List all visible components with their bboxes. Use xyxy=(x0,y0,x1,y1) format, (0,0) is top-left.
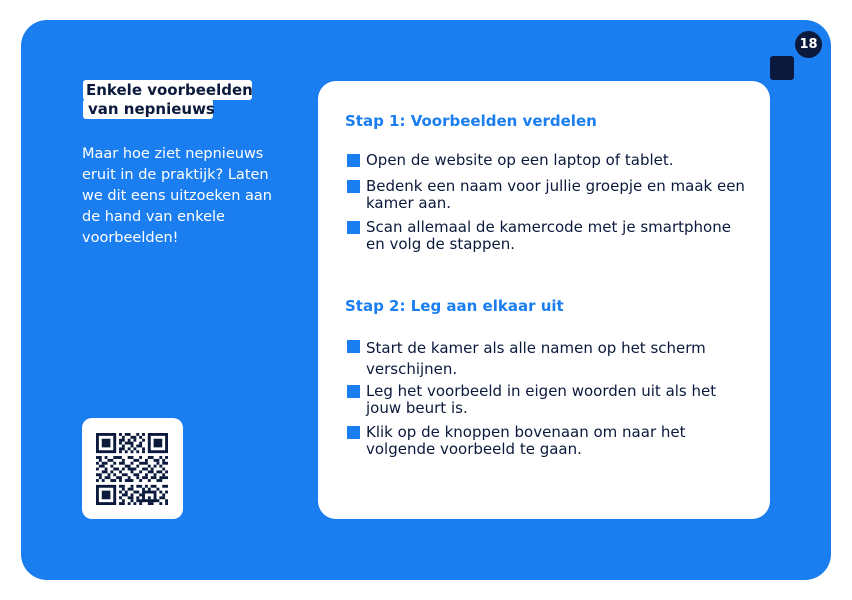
qr-code-icon xyxy=(96,433,168,505)
instructions-panel xyxy=(318,81,770,519)
square-bullet-icon xyxy=(347,426,360,439)
list-item xyxy=(347,424,747,458)
list-item-text: Open de website op een laptop of tablet. xyxy=(366,151,674,169)
step-2-heading: Stap 2: Leg aan elkaar uit xyxy=(345,297,564,315)
title-line-2: van nepnieuws xyxy=(83,99,213,119)
list-item-text: Klik op de knoppen bovenaan om naar het volgende voorbeeld te gaan. xyxy=(366,423,686,458)
square-bullet-icon xyxy=(347,340,360,353)
qr-code[interactable] xyxy=(82,418,183,519)
step-2-list xyxy=(347,338,747,458)
title-line-1: Enkele voorbeelden xyxy=(83,80,252,100)
page-number-badge: 18 xyxy=(795,31,822,58)
list-item-text: Start de kamer als alle namen op het scherm verschijnen. xyxy=(366,339,706,378)
step-1-heading: Stap 1: Voorbeelden verdelen xyxy=(345,112,597,130)
list-item xyxy=(347,152,747,169)
list-item xyxy=(347,338,747,380)
list-item xyxy=(347,383,747,417)
step-1-list xyxy=(347,152,747,253)
list-item xyxy=(347,178,747,212)
corner-square-decoration xyxy=(770,56,794,80)
square-bullet-icon xyxy=(347,385,360,398)
square-bullet-icon xyxy=(347,154,360,167)
list-item-text: Leg het voorbeeld in eigen woorden uit als het jouw beurt is. xyxy=(366,382,717,417)
square-bullet-icon xyxy=(347,180,360,193)
intro-text: Maar hoe ziet nepnieuws eruit in de praktijk? Laten we dit eens uitzoeken aan de hand van enkele voorbeelden! xyxy=(82,146,272,246)
square-bullet-icon xyxy=(347,221,360,234)
list-item-text: Scan allemaal de kamercode met je smartphone en volg de stappen. xyxy=(366,218,731,253)
list-item xyxy=(347,219,747,253)
list-item-text: Bedenk een naam voor jullie groepje en maak een kamer aan. xyxy=(366,177,745,212)
